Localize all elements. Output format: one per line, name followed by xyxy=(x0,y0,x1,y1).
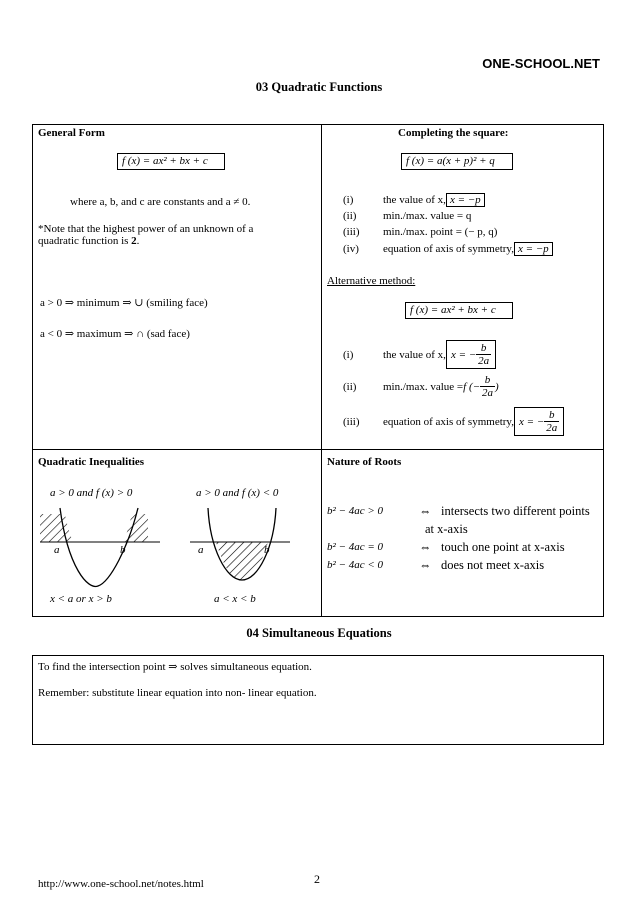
completing-item-3: (iii) min./max. point = (− p, q) xyxy=(343,226,498,238)
nature-of-roots-list xyxy=(327,502,603,574)
section-title-simultaneous: 04 Simultaneous Equations xyxy=(246,626,392,640)
completing-square-formula: f (x) = a(x + p)² + q xyxy=(401,153,513,170)
left-root-b: b xyxy=(120,544,126,556)
general-form-where: where a, b, and c are constants and a ≠ 0. xyxy=(70,196,251,208)
section-title-quadratic: 03 Quadratic Functions xyxy=(255,80,383,94)
alternative-formula: f (x) = ax² + bx + c xyxy=(405,302,513,319)
page-number: 2 xyxy=(314,872,320,886)
alternative-method-heading: Alternative method: xyxy=(327,275,416,287)
roots-row-4: b² − 4ac < 0 ⇔ does not meet x-axis xyxy=(327,557,545,572)
general-form-formula: f (x) = ax² + bx + c xyxy=(117,153,225,170)
roots-row-1: b² − 4ac > 0 ⇔ intersects two different points xyxy=(327,503,590,518)
general-form-note xyxy=(38,223,316,247)
completing-items xyxy=(343,191,603,257)
minimum-rule: a > 0 ⇒ minimum ⇒ ∪ (smiling face) xyxy=(40,297,208,309)
table-divider-vertical xyxy=(321,124,322,617)
footer-url[interactable]: http://www.one-school.net/notes.html xyxy=(38,878,204,890)
completing-item-4: (iv) equation of axis of symmetry, x = −p xyxy=(343,240,603,257)
left-root-a: a xyxy=(54,544,60,556)
inequality-right-result: a < x < b xyxy=(214,593,256,605)
site-brand: ONE-SCHOOL.NET xyxy=(482,56,600,71)
simultaneous-line-2: Remember: substitute linear equation into non- linear equation. xyxy=(38,687,317,699)
simultaneous-line-1: To find the intersection point ⇒ solves simultaneous equation. xyxy=(38,661,312,673)
roots-row-3: b² − 4ac = 0 ⇔ touch one point at x-axis xyxy=(327,539,565,554)
inequality-left-condition: a > 0 and f (x) > 0 xyxy=(50,487,133,499)
right-root-a: a xyxy=(198,544,204,556)
nature-of-roots-heading: Nature of Roots xyxy=(327,456,402,468)
completing-square-heading: Completing the square: xyxy=(398,127,509,139)
completing-item-2: (ii) min./max. value = q xyxy=(343,210,472,222)
inequality-left-result: x < a or x > b xyxy=(50,593,112,605)
inequality-right-condition: a > 0 and f (x) < 0 xyxy=(196,487,279,499)
graph-negative-region xyxy=(190,508,290,580)
right-root-b: b xyxy=(264,544,270,556)
note-line-1: *Note that the highest power of an unknown of a xyxy=(38,223,254,235)
table-divider-horizontal xyxy=(32,449,604,450)
general-form-heading: General Form xyxy=(38,127,105,139)
maximum-rule: a < 0 ⇒ maximum ⇒ ∩ (sad face) xyxy=(40,328,190,340)
alt-item-1: (i) the value of x, x = − $\frac{b}{2a}$ xyxy=(343,340,496,369)
inequalities-heading: Quadratic Inequalities xyxy=(38,456,145,468)
alt-item-3: (iii) equation of axis of symmetry, x = − $\frac{b}{2a}$ xyxy=(343,407,564,436)
alt-item-2: (ii) min./max. value = f (− $\frac{b}{2a}$ ) xyxy=(343,374,499,399)
roots-row-2: at x-axis xyxy=(425,521,468,536)
note-line-2: quadratic function is 2. xyxy=(38,235,140,247)
completing-item-1: (i) the value of x, x = −p xyxy=(343,191,603,208)
